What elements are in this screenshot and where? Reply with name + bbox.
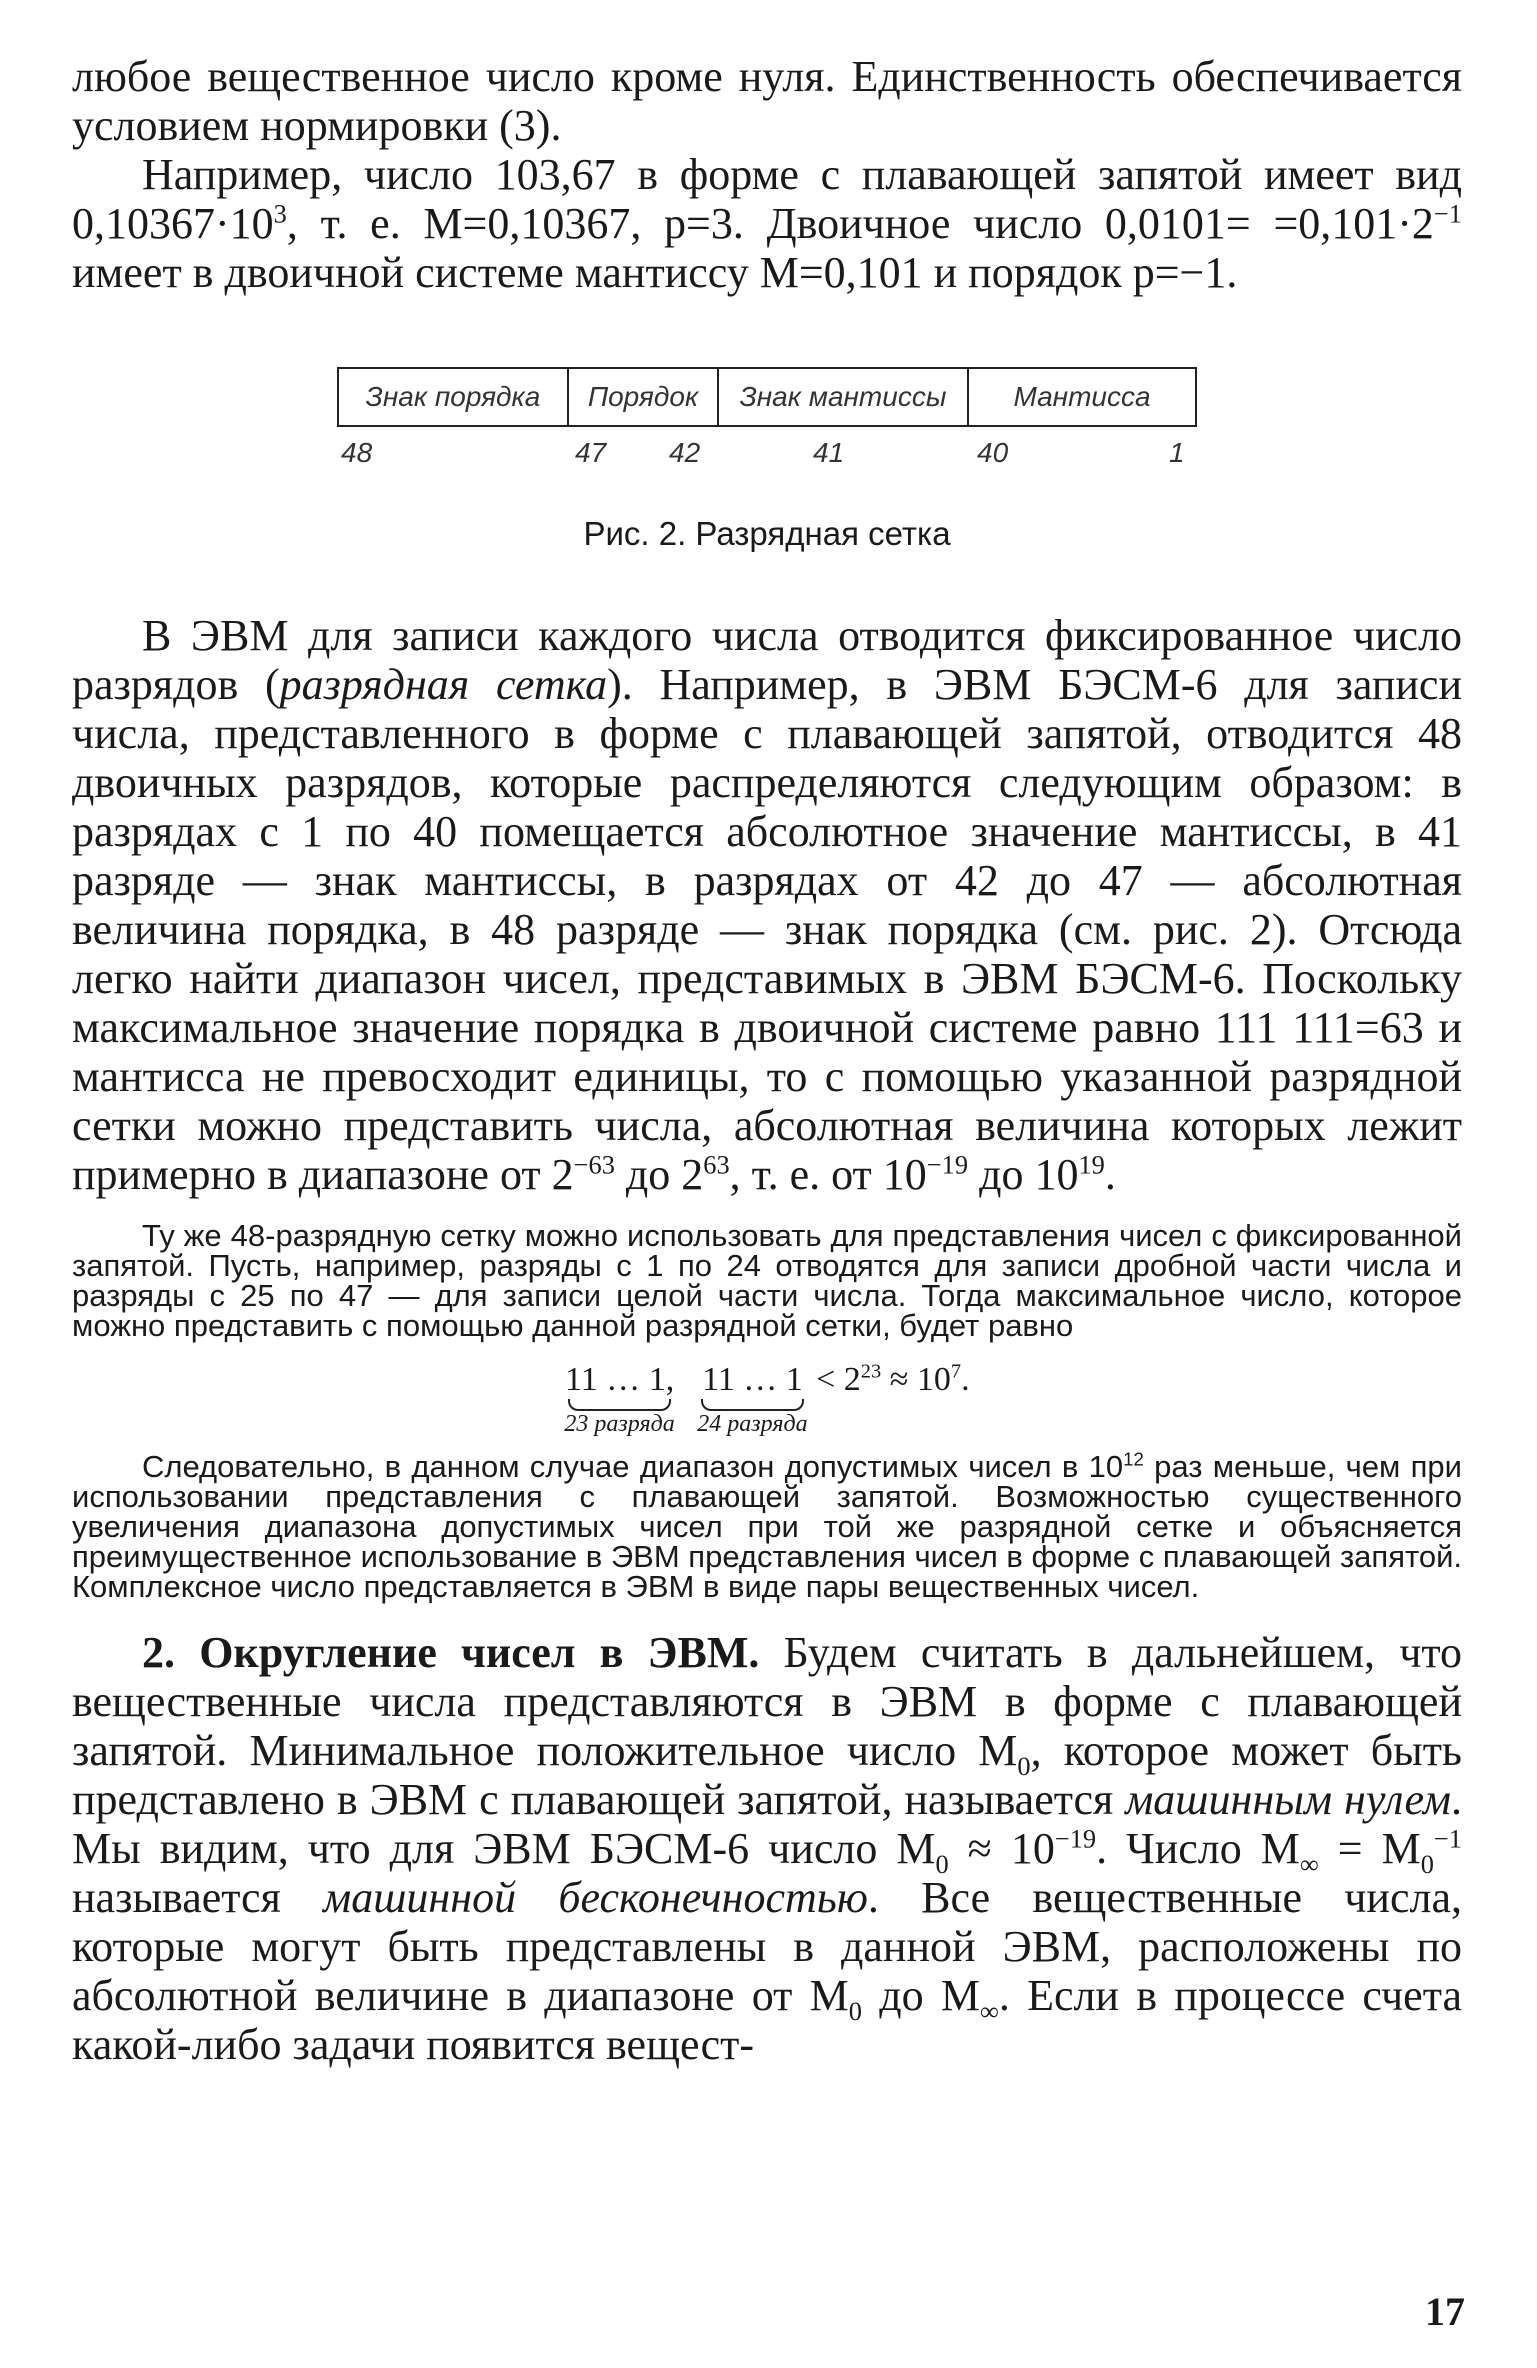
formula-rest-c: . xyxy=(961,1361,970,1398)
paragraph-1-text: любое вещественное число кроме нуля. Единственность обеспечивается условием нормировки (3). xyxy=(72,52,1462,150)
small1-text: Ту же 48-разрядную сетку можно использовать для представления чисел с фиксированной запятой. Пусть, например, разряды с 1 по 24 отводятся для записи дробной части числа и разряды с 25 по 47 — для записи целой части числа. Тогда максимальное число, которое можно представить с помощью данной разрядной сетки, будет равно xyxy=(72,1218,1462,1343)
p4-sup-2: −1 xyxy=(1433,1823,1462,1854)
p4-text-h: . Все вещественные числа, которые могут быть представлены в данной ЭВМ, расположены по абсолютной величине в диапазоне от M xyxy=(72,1873,1462,2020)
p3-sup-4: 19 xyxy=(1078,1149,1105,1180)
p2-sup-1: 3 xyxy=(273,198,287,229)
paragraph-3 xyxy=(72,611,1462,1199)
paragraph-1 xyxy=(72,52,1462,150)
p3-text-b: ). Например, в ЭВМ БЭСМ-6 для записи числа, представленного в форме с плавающей запятой, отводится 48 двоичных разрядов, которые распределяются следующим образом: в разрядах с 1 по 40 помещается абсолютное значение мантиссы, в 41 разряде — знак мантиссы, в разрядах от 42 до 47 — абсолютная величина порядка, в 48 разряде — знак порядка (см. рис. 2). Отсюда легко найти диапазон чисел, представимых в ЭВМ БЭСМ-6. Поскольку максимальное значение порядка в двоичной системе равно 111 111=63 и мантисса не превосходит единицы, то с помощью указанной разрядной сетки можно представить числа, абсолютная величина которых лежит примерно в диапазоне от 2 xyxy=(72,660,1462,1199)
small2-sup: 12 xyxy=(1123,1448,1144,1470)
bit-label: 40 xyxy=(977,437,1009,468)
underbrace-1 xyxy=(568,1399,670,1411)
p3-text-e: до 10 xyxy=(968,1150,1079,1199)
figure-caption: Рис. 2. Разрядная сетка xyxy=(583,515,951,552)
p4-sub-4: 0 xyxy=(1420,1848,1434,1879)
underbrace-2 xyxy=(701,1399,803,1411)
bit-label: 47 xyxy=(575,437,607,468)
formula-fixed-point xyxy=(72,1361,1462,1438)
p3-text-f: . xyxy=(1104,1150,1116,1199)
bit-label: 42 xyxy=(669,437,701,468)
formula-rest xyxy=(816,1361,969,1399)
p4-sub-6: ∞ xyxy=(979,1995,999,2026)
p3-term: разрядная сетка xyxy=(279,660,608,709)
p4-sub-2: 0 xyxy=(935,1848,949,1879)
p4-sub-1: 0 xyxy=(1017,1750,1031,1781)
small2-text-a: Следовательно, в данном случае диапазон допустимых чисел в 10 xyxy=(142,1449,1124,1484)
p4-term-1: машинным нулем xyxy=(1125,1775,1451,1824)
p4-sub-5: 0 xyxy=(848,1995,862,2026)
bit-label: 1 xyxy=(1169,437,1185,468)
p4-text-g: называется xyxy=(72,1873,324,1922)
paragraph-4 xyxy=(72,1628,1462,2069)
formula-rest-a: < 2 xyxy=(816,1361,861,1398)
formula-sup-2: 7 xyxy=(950,1360,962,1383)
p2-text-a: Например, число 103,67 в форме с плавающей запятой имеет вид 0,10367·10 xyxy=(72,150,1462,248)
small-paragraph-1 xyxy=(72,1218,1462,1343)
p4-text-j: . Если в процессе счета какой-либо задачи появится вещест- xyxy=(72,1971,1462,2069)
cell-mantissa: Мантисса xyxy=(1013,381,1151,412)
p2-text-c: имеет в двоичной системе мантиссу M=0,101 и порядок p=−1. xyxy=(72,248,1238,297)
bit-label: 48 xyxy=(341,437,373,468)
bit-grid-row xyxy=(337,367,1197,427)
cell-exponent-sign: Знак порядка xyxy=(339,369,569,425)
formula-label-2: 24 разряда xyxy=(697,1411,808,1437)
p4-sub-3: ∞ xyxy=(1299,1848,1319,1879)
small-paragraph-2 xyxy=(72,1448,1462,1604)
bit-grid xyxy=(337,367,1197,477)
p4-text-c: . Мы видим, что для ЭВМ БЭСМ-6 число M xyxy=(72,1775,1462,1873)
formula-group-1 xyxy=(564,1361,674,1438)
bit-label: 41 xyxy=(813,437,845,468)
p2-text-b: , т. е. M=0,10367, p=3. Двоичное число 0,0101= =0,101·2 xyxy=(286,199,1434,248)
page-content xyxy=(72,52,1462,2069)
paragraph-2 xyxy=(72,150,1462,297)
section-heading: 2. Округление чисел в ЭВМ. xyxy=(142,1628,760,1677)
formula-label-1: 23 разряда xyxy=(564,1411,675,1437)
page-number: 17 xyxy=(1425,2289,1465,2334)
formula-group-2 xyxy=(697,1361,807,1438)
p4-sup-1: −19 xyxy=(1054,1823,1097,1854)
p3-sup-1: −63 xyxy=(573,1149,615,1180)
p4-text-b: , которое может быть представлено в ЭВМ с плавающей запятой, называется xyxy=(72,1726,1462,1824)
p3-text-c: до 2 xyxy=(614,1150,704,1199)
p3-text-d: , т. е. от 10 xyxy=(729,1150,927,1199)
formula-sup-1: 23 xyxy=(860,1360,882,1383)
cell-mantissa-sign: Знак мантиссы xyxy=(719,369,969,425)
p3-sup-2: 63 xyxy=(703,1149,730,1180)
p4-text-f: = M xyxy=(1318,1824,1421,1873)
p3-sup-3: −19 xyxy=(926,1149,969,1180)
p3-text-a: В ЭВМ для записи каждого числа отводится фиксированное число разрядов ( xyxy=(72,611,1462,709)
p4-text-a: Будем считать в дальнейшем, что вещественные числа представляются в ЭВМ в форме с плавающей запятой. Минимальное положительное число M xyxy=(72,1628,1462,1775)
p4-term-2: машинной бесконечностью xyxy=(323,1873,868,1922)
formula-part-1: 11 … 1, xyxy=(564,1361,675,1398)
p2-sup-2: −1 xyxy=(1433,198,1462,229)
p4-text-i: до M xyxy=(861,1971,980,2020)
formula-rest-b: ≈ 10 xyxy=(881,1361,951,1398)
p4-text-d: ≈ 10 xyxy=(948,1824,1055,1873)
formula-part-2: 11 … 1 xyxy=(702,1361,803,1398)
small2-text-b: раз меньше, чем при использовании представления с плавающей запятой. Возможностью существенного увеличения диапазона допустимых чисел при той же разрядной сетке и объясняется преимущественное использование в ЭВМ представления чисел в форме с плавающей запятой. Комплексное число представляется в ЭВМ в виде пары вещественных чисел. xyxy=(72,1449,1462,1604)
p4-text-e: . Число M xyxy=(1096,1824,1300,1873)
figure-bit-grid xyxy=(72,367,1462,553)
cell-exponent: Порядок xyxy=(569,369,719,425)
